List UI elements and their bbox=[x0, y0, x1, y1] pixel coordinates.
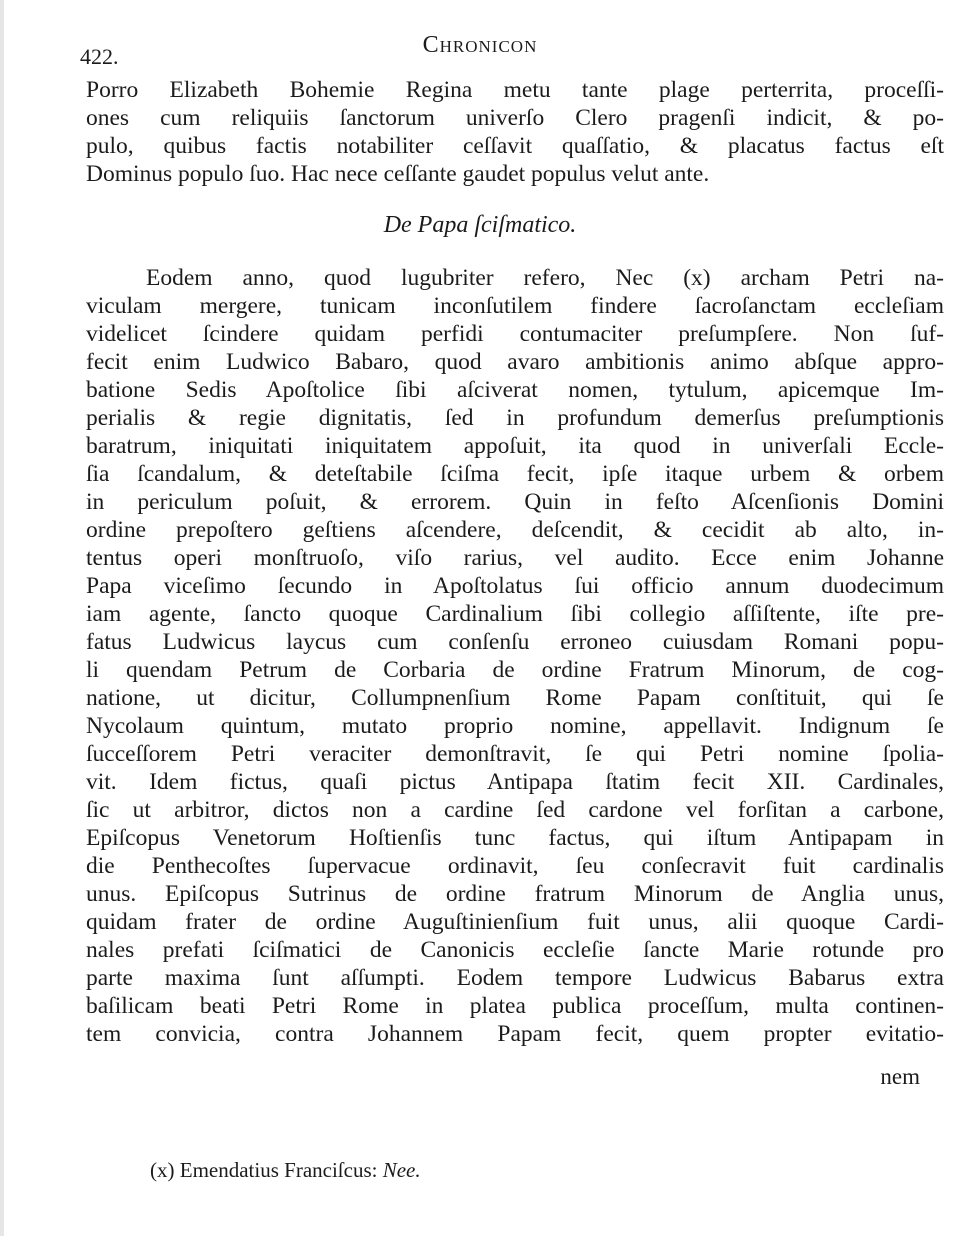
text-line: natione, ut dicitur, Collumpnenſium Rome Papam conſtituit, qui ſe bbox=[86, 685, 944, 711]
text-line: Dominus populo ſuo. Hac nece ceſſante gaudet populus velut ante. bbox=[86, 161, 710, 187]
page-number: 422. bbox=[80, 44, 119, 69]
text-line: baſilicam beati Petri Rome in platea publica proceſſum, multa continen- bbox=[86, 993, 944, 1019]
text-line: nales prefati ſciſmatici de Canonicis eccleſie ſancte Marie rotunde pro bbox=[86, 937, 944, 963]
text-line: pulo, quibus factis notabiliter ceſſavit quaſſatio, & placatus factus eſt bbox=[86, 133, 944, 159]
footnote-marker: (x) bbox=[150, 1158, 175, 1182]
text-line: parte maxima ſunt aſſumpti. Eodem tempore Ludwicus Babarus extra bbox=[86, 965, 944, 991]
text-line: batione Sedis Apoſtolice ſibi aſciverat nomen, tytulum, apicemque Im- bbox=[86, 377, 944, 403]
text-line: viculam mergere, tunicam inconſutilem findere ſacroſanctam eccleſiam bbox=[86, 293, 944, 319]
text-line: quidam frater de ordine Auguſtinienſium fuit unus, alii quoque Cardi- bbox=[86, 909, 944, 935]
text-line: fatus Ludwicus laycus cum conſenſu erroneo cuiusdam Romani popu- bbox=[86, 629, 944, 655]
running-head: Chronicon bbox=[422, 32, 538, 58]
text-line: ſucceſſorem Petri veraciter demonſtravit, ſe qui Petri nomine ſpolia- bbox=[86, 741, 944, 767]
text-line: Papa viceſimo ſecundo in Apoſtolatus ſui officio annum duodecimum bbox=[86, 573, 944, 599]
footnote-text: Emendatius Franciſcus: bbox=[179, 1158, 378, 1182]
text-line: Epiſcopus Venetorum Hoſtienſis tunc factus, qui iſtum Antipapam in bbox=[86, 825, 944, 851]
footnote-reading: Nee. bbox=[382, 1158, 421, 1182]
page-edge-shadow bbox=[0, 0, 4, 1236]
text-line: in periculum poſuit, & errorem. Quin in feſto Aſcenſionis Domini bbox=[86, 489, 944, 515]
text-line: tem convicia, contra Johannem Papam fecit, quem propter evitatio- bbox=[86, 1021, 944, 1047]
text-line: ordine prepoſtero geſtiens aſcendere, deſcendit, & cecidit ab alto, in- bbox=[86, 517, 944, 543]
text-line: vit. Idem fictus, quaſi pictus Antipapa ſtatim fecit XII. Cardinales, bbox=[86, 769, 944, 795]
text-line: perialis & regie dignitatis, ſed in profundum demerſus preſumptionis bbox=[86, 405, 944, 431]
text-line: ones cum reliquiis ſanctorum univerſo Clero pragenſi indicit, & po- bbox=[86, 105, 944, 131]
text-line: Porro Elizabeth Bohemie Regina metu tante plage perterrita, proceſſi- bbox=[86, 77, 944, 103]
text-line: tentus operi monſtruoſo, viſo rarius, vel audito. Ecce enim Johanne bbox=[86, 545, 944, 571]
text-line: die Penthecoſtes ſupervacue ordinavit, ſeu conſecravit fuit cardinalis bbox=[86, 853, 944, 879]
text-line: videlicet ſcindere quidam perfidi contumaciter preſumpſere. Non ſuf- bbox=[86, 321, 944, 347]
text-line: ſia ſcandalum, & deteſtabile ſciſma fecit, ipſe itaque urbem & orbem bbox=[86, 461, 944, 487]
text-line: fecit enim Ludwico Babaro, quod avaro ambitionis animo abſque appro- bbox=[86, 349, 944, 375]
section-heading: De Papa ſciſmatico. bbox=[383, 212, 577, 238]
footnote bbox=[150, 1158, 421, 1183]
text-line: unus. Epiſcopus Sutrinus de ordine fratrum Minorum de Anglia unus, bbox=[86, 881, 944, 907]
text-line: baratrum, iniquitati iniquitatem appoſuit, ita quod in univerſali Eccle- bbox=[86, 433, 944, 459]
catchword: nem bbox=[880, 1064, 920, 1089]
text-line: li quendam Petrum de Corbaria de ordine Fratrum Minorum, de cog- bbox=[86, 657, 944, 683]
text-line: iam agente, ſancto quoque Cardinalium ſibi collegio aſſiſtente, iſte pre- bbox=[86, 601, 944, 627]
text-line: ſic ut arbitror, dictos non a cardine ſed cardone vel forſitan a carbone, bbox=[86, 797, 944, 823]
text-line: Eodem anno, quod lugubriter refero, Nec (x) archam Petri na- bbox=[146, 265, 944, 291]
text-line: Nycolaum quintum, mutato proprio nomine, appellavit. Indignum ſe bbox=[86, 713, 944, 739]
